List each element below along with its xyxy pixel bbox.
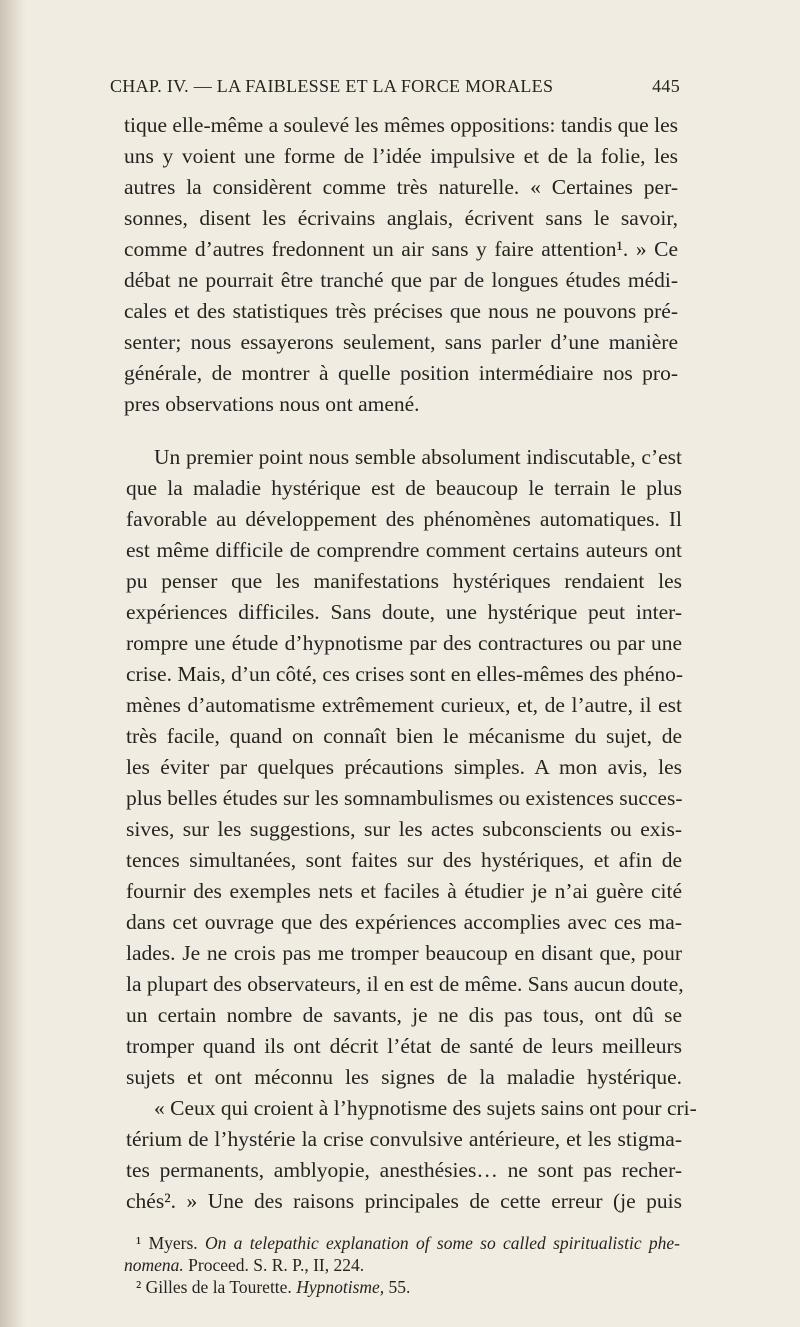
footnote-1 bbox=[136, 1232, 680, 1254]
footnote-marker: ¹ bbox=[136, 1233, 142, 1253]
text-line: crise. Mais, d’un côté, ces crises sont en elles-mêmes des phéno- bbox=[126, 662, 684, 686]
text-line: cales et des statistiques très précises que nous ne pouvons pré- bbox=[124, 299, 678, 323]
footnote-source: Proceed. S. R. P., II, 224. bbox=[188, 1255, 365, 1275]
text-line: sives, sur les suggestions, sur les actes subconscients ou exis- bbox=[126, 817, 682, 841]
footnote-marker: ² bbox=[136, 1277, 142, 1297]
page-number: 445 bbox=[652, 76, 680, 96]
text-line: comme d’autres fredonnent un air sans y faire attention¹. » Ce bbox=[124, 237, 678, 261]
text-line: générale, de montrer à quelle position intermédiaire nos pro- bbox=[124, 361, 678, 385]
text-line: sujets et ont méconnu les signes de la maladie hystérique. bbox=[126, 1065, 682, 1089]
text-line: très facile, quand on connaît bien le mécanisme du sujet, de bbox=[126, 724, 682, 748]
footnote-title: Hypnotisme, bbox=[296, 1277, 385, 1297]
text-line: un certain nombre de savants, je ne dis pas tous, ont dû se bbox=[126, 1003, 682, 1027]
text-line: rompre une étude d’hypnotisme par des contractures ou par une bbox=[126, 631, 682, 655]
text-line: senter; nous essayerons seulement, sans parler d’une manière bbox=[124, 330, 678, 354]
text-line: « Ceux qui croient à l’hypnotisme des sujets sains ont pour cri- bbox=[154, 1096, 697, 1120]
footnote-2 bbox=[136, 1276, 680, 1298]
text-line: lades. Je ne crois pas me tromper beaucoup en disant que, pour bbox=[126, 941, 682, 965]
text-line: tique elle-même a soulevé les mêmes oppositions: tandis que les bbox=[124, 113, 678, 137]
text-line: plus belles études sur les somnambulismes ou existences succes- bbox=[126, 786, 683, 810]
text-line: mènes d’automatisme extrêmement curieux, et, de l’autre, il est bbox=[126, 693, 682, 717]
running-head bbox=[110, 76, 680, 102]
text-line: les éviter par quelques précautions simples. A mon avis, les bbox=[126, 755, 682, 779]
text-line: Un premier point nous semble absolument indiscutable, c’est bbox=[154, 445, 682, 469]
footnote-title: On a telepathic explanation of some so called spiritualistic phe- bbox=[204, 1233, 681, 1253]
text-line: est même difficile de comprendre comment certains auteurs ont bbox=[126, 538, 682, 562]
text-line: la plupart des observateurs, il en est de même. Sans aucun doute, bbox=[126, 972, 684, 996]
text-line: tromper quand ils ont décrit l’état de santé de leurs meilleurs bbox=[126, 1034, 682, 1058]
running-title: CHAP. IV. — LA FAIBLESSE ET LA FORCE MORALES bbox=[110, 76, 554, 96]
footnote-page: 55. bbox=[388, 1277, 411, 1297]
text-line: favorable au développement des phénomènes automatiques. Il bbox=[126, 507, 682, 531]
text-line: tences simultanées, sont faites sur des hystériques, et afin de bbox=[126, 848, 682, 872]
text-line: sonnes, disent les écrivains anglais, écrivent sans le savoir, bbox=[124, 206, 678, 230]
footnote-author: Myers. bbox=[148, 1233, 198, 1253]
footnote-author: Gilles de la Tourette. bbox=[145, 1277, 292, 1297]
text-line: expériences difficiles. Sans doute, une hystérique peut inter- bbox=[126, 600, 682, 624]
text-line: uns y voient une forme de l’idée impulsive et de la folie, les bbox=[124, 144, 678, 168]
text-line: pu penser que les manifestations hystériques rendaient les bbox=[126, 569, 682, 593]
text-line: fournir des exemples nets et faciles à étudier je n’ai guère cité bbox=[126, 879, 682, 903]
text-line: autres la considèrent comme très naturelle. « Certaines per- bbox=[124, 175, 678, 199]
text-line: pres observations nous ont amené. bbox=[124, 392, 420, 416]
text-line: térium de l’hystérie la crise convulsive antérieure, et les stigma- bbox=[126, 1127, 682, 1151]
footnote-title-cont: nomena. bbox=[124, 1255, 184, 1275]
text-line: dans cet ouvrage que des expériences accomplies avec ces ma- bbox=[126, 910, 682, 934]
text-line: chés². » Une des raisons principales de cette erreur (je puis bbox=[126, 1189, 682, 1213]
footnote-1-cont bbox=[124, 1254, 680, 1276]
text-line: débat ne pourrait être tranché que par de longues études médi- bbox=[124, 268, 678, 292]
text-line: que la maladie hystérique est de beaucoup le terrain le plus bbox=[126, 476, 682, 500]
text-line: tes permanents, amblyopie, anesthésies… ne sont pas recher- bbox=[126, 1158, 682, 1182]
